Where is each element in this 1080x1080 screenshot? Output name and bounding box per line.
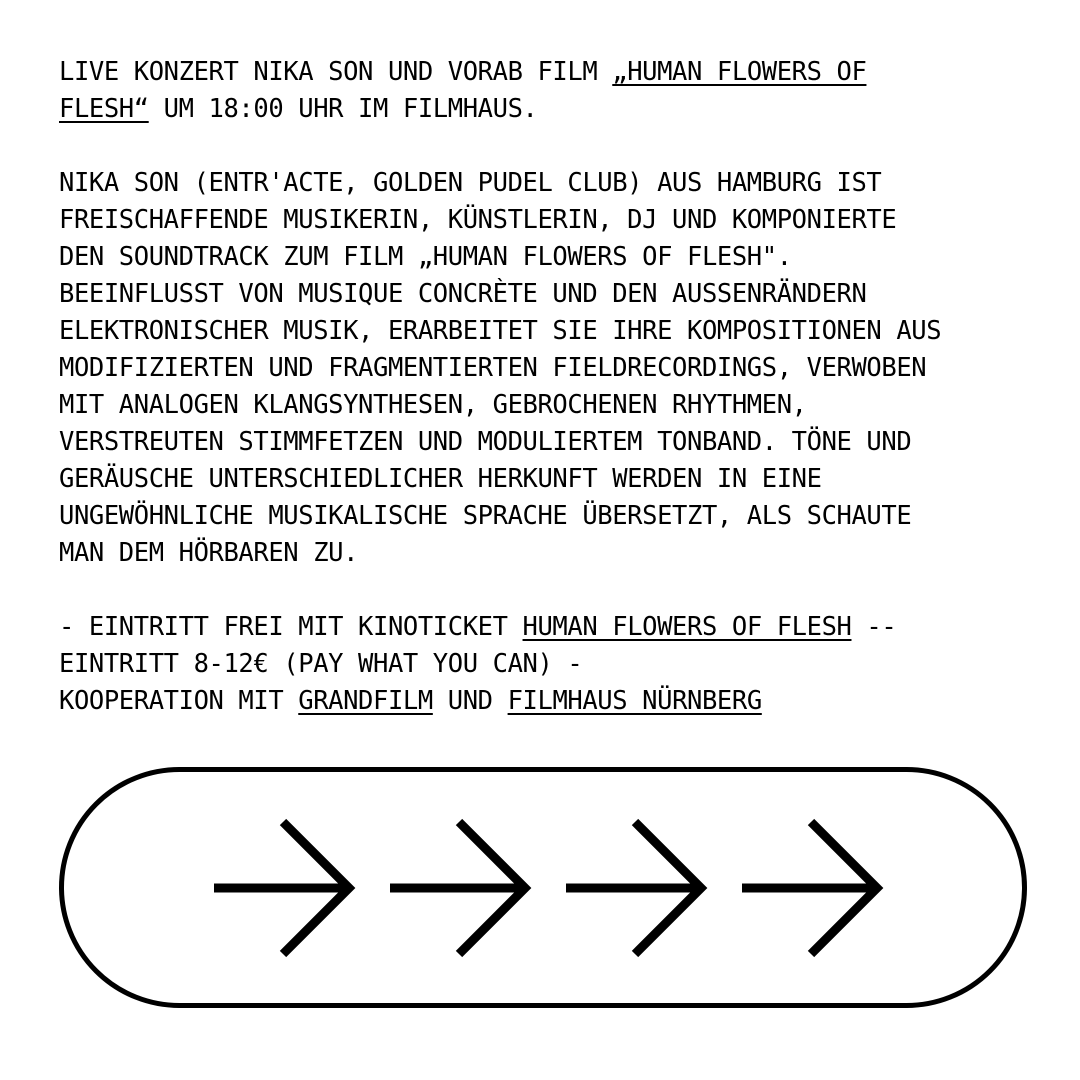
intro-line-1: LIVE KONZERT NIKA SON UND VORAB FILM „HUMAN FLOWERS OF <box>59 57 867 87</box>
film-link-part-1[interactable]: „HUMAN FLOWERS OF <box>612 57 867 87</box>
admission-line-1: - EINTRITT FREI MIT KINOTICKET HUMAN FLOWERS OF FLESH -- <box>59 612 897 642</box>
description-line: VERSTREUTEN STIMMFETZEN UND MODULIERTEM TONBAND. TÖNE UND <box>59 427 912 457</box>
description-line: UNGEWÖHNLICHE MUSIKALISCHE SPRACHE ÜBERSETZT, ALS SCHAUTE <box>59 501 912 531</box>
arrow-button[interactable] <box>59 767 1027 1008</box>
description-paragraph <box>59 165 1029 572</box>
admission-paragraph <box>59 609 1029 720</box>
description-line: NIKA SON (ENTR'ACTE, GOLDEN PUDEL CLUB) AUS HAMBURG IST <box>59 168 882 198</box>
arrow-group <box>64 772 1022 1003</box>
filmhaus-nuernberg-link[interactable]: FILMHAUS NÜRNBERG <box>507 686 762 716</box>
admission-line-3: KOOPERATION MIT GRANDFILM UND FILMHAUS NÜRNBERG <box>59 686 762 716</box>
grandfilm-link[interactable]: GRANDFILM <box>298 686 433 716</box>
description-line: BEEINFLUSST VON MUSIQUE CONCRÈTE UND DEN AUSSENRÄNDERN <box>59 279 867 309</box>
description-line: MAN DEM HÖRBAREN ZU. <box>59 538 359 568</box>
film-link-part-2[interactable]: FLESH“ <box>59 94 149 124</box>
intro-paragraph <box>59 54 1029 128</box>
ticket-film-link[interactable]: HUMAN FLOWERS OF FLESH <box>522 612 852 642</box>
intro-line-2: FLESH“ UM 18:00 UHR IM FILMHAUS. <box>59 94 538 124</box>
event-text <box>59 54 1029 720</box>
description-line: GERÄUSCHE UNTERSCHIEDLICHER HERKUNFT WERDEN IN EINE <box>59 464 822 494</box>
admission-line-2: EINTRITT 8-12€ (PAY WHAT YOU CAN) - <box>59 649 583 679</box>
arrow-right-icon <box>390 822 525 954</box>
description-line: DEN SOUNDTRACK ZUM FILM „HUMAN FLOWERS OF FLESH". <box>59 242 792 272</box>
arrow-right-icon <box>566 822 701 954</box>
arrow-right-icon <box>214 822 349 954</box>
description-line: ELEKTRONISCHER MUSIK, ERARBEITET SIE IHRE KOMPOSITIONEN AUS <box>59 316 942 346</box>
description-line: FREISCHAFFENDE MUSIKERIN, KÜNSTLERIN, DJ UND KOMPONIERTE <box>59 205 897 235</box>
description-line: MIT ANALOGEN KLANGSYNTHESEN, GEBROCHENEN RHYTHMEN, <box>59 390 807 420</box>
arrow-right-icon <box>742 822 877 954</box>
description-line: MODIFIZIERTEN UND FRAGMENTIERTEN FIELDRECORDINGS, VERWOBEN <box>59 353 927 383</box>
